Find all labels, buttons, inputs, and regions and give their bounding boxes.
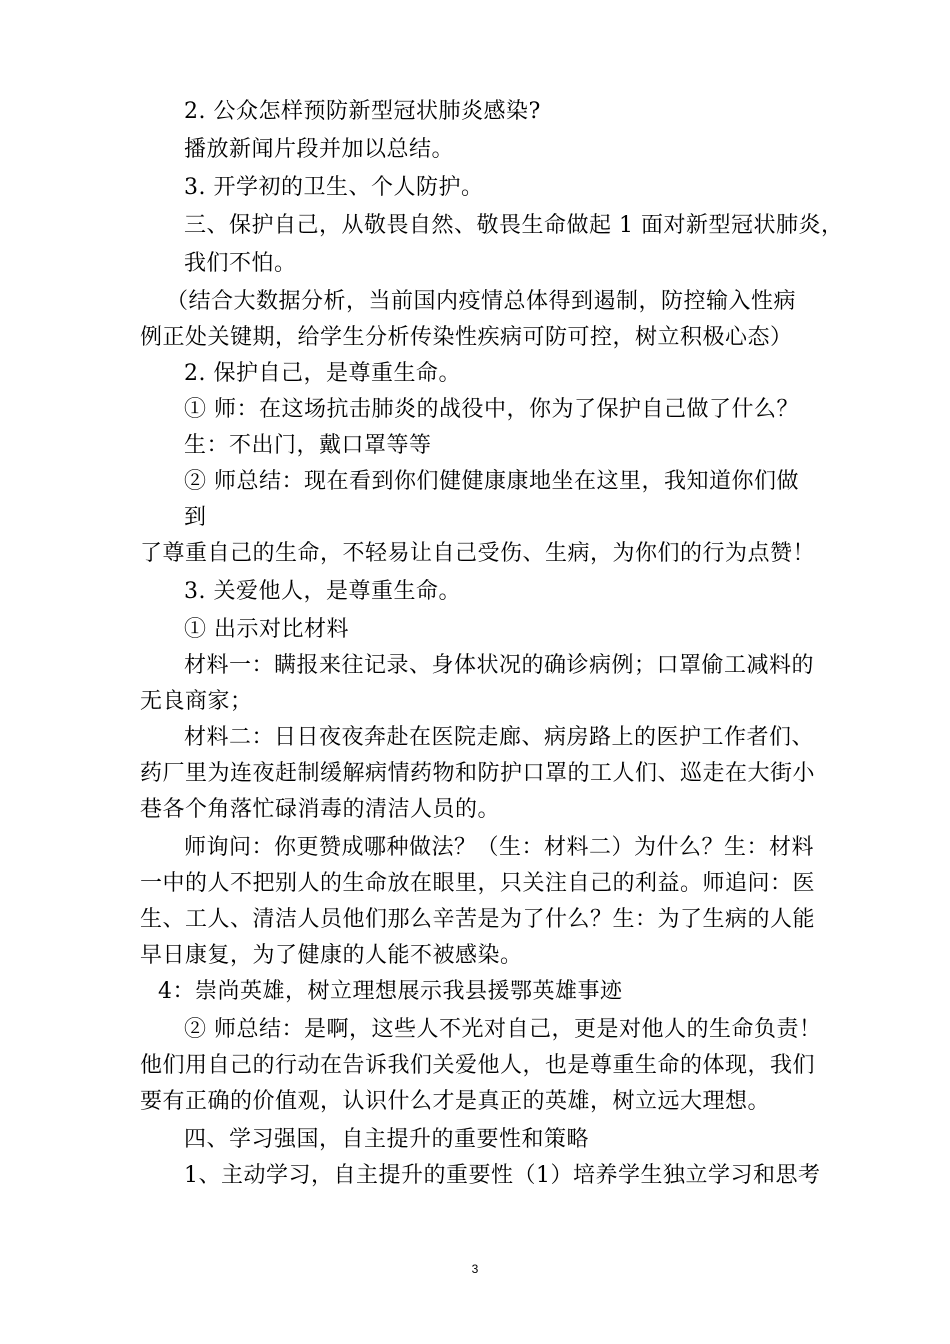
text-line: 到 [184, 505, 207, 530]
text-line: ① 出示对比材料 [184, 617, 349, 642]
text-line: 早日康复，为了健康的人能不被感染。 [140, 943, 523, 968]
text-line: 要有正确的价值观，认识什么才是真正的英雄，树立远大理想。 [140, 1089, 771, 1114]
text-line: 生、工人、清洁人员他们那么辛苦是为了什么？生：为了生病的人能 [140, 907, 816, 932]
text-line: ② 师总结：是啊，这些人不光对自己，更是对他人的生命负责！ [184, 1017, 822, 1042]
page-number: 3 [471, 1262, 479, 1276]
text-line: 三、保护自己，从敬畏自然、敬畏生命做起 1 面对新型冠状肺炎， [184, 213, 844, 238]
text-line: 例正处关键期，给学生分析传染性疾病可防可控，树立积极心态） [140, 325, 793, 350]
text-line: ② 师总结：现在看到你们健健康康地坐在这里，我知道你们做 [184, 469, 799, 494]
text-line: 材料二：日日夜夜奔赴在医院走廊、病房路上的医护工作者们、 [184, 725, 815, 750]
text-line: 2. 公众怎样预防新型冠状肺炎感染? [184, 99, 541, 124]
text-line: 巷各个角落忙碌消毒的清洁人员的。 [140, 797, 501, 822]
text-line: 药厂里为连夜赶制缓解病情药物和防护口罩的工人们、巡走在大街小 [140, 761, 816, 786]
text-line: 2. 保护自己，是尊重生命。 [184, 361, 461, 386]
text-line: 四、学习强国，自主提升的重要性和策略 [184, 1127, 590, 1152]
text-line: 无良商家； [140, 689, 253, 714]
text-line: 3. 开学初的卫生、个人防护。 [184, 175, 484, 200]
text-line: 师询问：你更赞成哪种做法？（生：材料二）为什么？生：材料 [184, 835, 815, 860]
text-line: 了尊重自己的生命，不轻易让自己受伤、生病，为你们的行为点赞！ [140, 541, 816, 566]
text-line: 我们不怕。 [184, 251, 297, 276]
text-line: 他们用自己的行动在告诉我们关爱他人，也是尊重生命的体现，我们 [140, 1053, 816, 1078]
text-line: 材料一：瞒报来往记录、身体状况的确诊病例；口罩偷工减料的 [184, 653, 815, 678]
text-line: ① 师：在这场抗击肺炎的战役中，你为了保护自己做了什么？ [184, 397, 799, 422]
text-line: 播放新闻片段并加以总结。 [184, 137, 455, 162]
text-line: （结合大数据分析，当前国内疫情总体得到遏制，防控输入性病 [166, 289, 797, 314]
text-line: 一中的人不把别人的生命放在眼里，只关注自己的利益。师追问：医 [140, 871, 816, 896]
text-line: 3. 关爱他人，是尊重生命。 [184, 579, 461, 604]
text-line: 4：崇尚英雄，树立理想展示我县援鄂英雄事迹 [158, 979, 623, 1004]
text-line: 1、主动学习，自主提升的重要性（1）培养学生独立学习和思考 [184, 1163, 821, 1188]
text-line: 生：不出门，戴口罩等等 [184, 433, 432, 458]
